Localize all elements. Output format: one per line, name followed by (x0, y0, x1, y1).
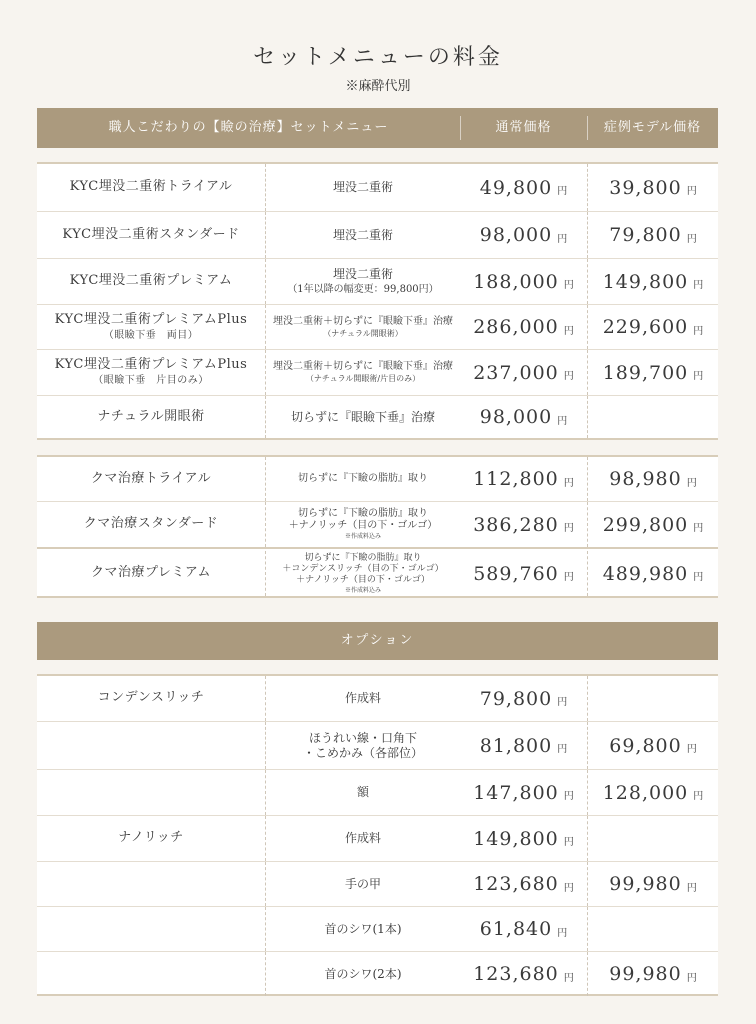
menu-description: 埋没二重術 (265, 164, 460, 211)
header-regular-price: 通常価格 (495, 120, 552, 135)
eyelid-menu-table (37, 162, 718, 440)
table-row (37, 502, 718, 549)
menu-name: ナチュラル開眼術 (97, 408, 205, 424)
table-row (37, 862, 718, 907)
model-price: 79,800 円 (587, 212, 718, 258)
regular-price: 286,000 円 (473, 316, 574, 338)
option-name: コンデンスリッチ (97, 690, 205, 706)
menu-description: 埋没二重術＋切らずに『眼瞼下垂』治療 （ナチュラル開眼術） (265, 305, 460, 349)
table-header (37, 108, 718, 148)
regular-price: 589,760 円 (473, 562, 574, 585)
regular-price: 147,800 円 (473, 781, 574, 804)
menu-description: 切らずに『下瞼の脂肪』取り ＋ナノリッチ（目の下・ゴルゴ） ※作成料込み (265, 502, 460, 547)
regular-price: 386,280 円 (473, 513, 574, 536)
regular-price: 237,000 円 (473, 361, 574, 384)
table-row (37, 722, 718, 770)
table-row (37, 816, 718, 862)
option-name (37, 907, 265, 951)
menu-description: 埋没二重術 (265, 212, 460, 258)
menu-name: KYC埋没二重術スタンダード (62, 226, 240, 242)
model-price: 299,800 円 (587, 502, 718, 547)
regular-price: 98,000 円 (479, 406, 568, 428)
model-price: 69,800 円 (587, 722, 718, 769)
model-price: 99,980 円 (587, 862, 718, 906)
model-price: 128,000 円 (587, 770, 718, 815)
option-description: ほうれい線・口角下 ・こめかみ（各部位） (265, 722, 460, 769)
options-header: オプション (37, 622, 718, 660)
model-price: 229,600 円 (587, 305, 718, 349)
option-description: 首のシワ(1本) (265, 907, 460, 951)
option-description: 首のシワ(2本) (265, 952, 460, 996)
model-price: 189,700 円 (587, 350, 718, 395)
table-row (37, 396, 718, 438)
options-table (37, 674, 718, 996)
option-name (37, 862, 265, 906)
menu-name: クマ治療トライアル (90, 470, 212, 486)
option-name (37, 952, 265, 996)
regular-price: 81,800 円 (479, 734, 568, 757)
table-row (37, 907, 718, 952)
menu-description: 埋没二重術 （1年以降の幅変更：99,800円） (265, 259, 460, 304)
model-price: 99,980 円 (587, 952, 718, 996)
menu-name: クマ治療スタンダード (83, 516, 219, 532)
option-description: 作成料 (265, 816, 460, 861)
regular-price: 123,680 円 (473, 873, 574, 895)
model-price: 98,980 円 (587, 457, 718, 501)
menu-description: 切らずに『眼瞼下垂』治療 (265, 396, 460, 438)
regular-price: 123,680 円 (473, 963, 574, 985)
menu-name: クマ治療プレミアム (90, 565, 212, 581)
option-description: 作成料 (265, 676, 460, 721)
option-description: 手の甲 (265, 862, 460, 906)
option-name (37, 722, 265, 769)
regular-price: 79,800 円 (479, 687, 568, 710)
table-row (37, 551, 718, 596)
menu-description: 埋没二重術＋切らずに『眼瞼下垂』治療 （ナチュラル開眼術/片目のみ） (265, 350, 460, 395)
menu-name: KYC埋没二重術プレミアム (69, 273, 233, 289)
model-price (587, 907, 718, 951)
model-price (587, 676, 718, 721)
regular-price: 149,800 円 (473, 827, 574, 850)
model-price (587, 816, 718, 861)
kuma-menu-table (37, 455, 718, 598)
regular-price: 112,800 円 (473, 468, 574, 490)
table-row (37, 212, 718, 259)
menu-name: KYC埋没二重術プレミアムPlus （眼瞼下垂 両目） (54, 311, 248, 341)
option-name (37, 770, 265, 815)
regular-price: 98,000 円 (479, 224, 568, 246)
header-model-price: 症例モデル価格 (603, 120, 702, 135)
menu-name: KYC埋没二重術プレミアムPlus （眼瞼下垂 片目のみ） (54, 357, 248, 387)
menu-name: KYC埋没二重術トライアル (69, 179, 233, 195)
menu-description: 切らずに『下瞼の脂肪』取り (265, 457, 460, 501)
table-row (37, 164, 718, 212)
model-price: 149,800 円 (587, 259, 718, 304)
regular-price: 188,000 円 (473, 270, 574, 293)
page-title: セットメニューの料金 (253, 45, 503, 70)
table-row (37, 952, 718, 996)
table-row (37, 676, 718, 722)
table-row (37, 259, 718, 305)
regular-price: 49,800 円 (479, 176, 568, 199)
header-menu-label: 職人こだわりの【瞼の治療】セットメニュー (108, 120, 389, 135)
option-name: ナノリッチ (118, 830, 184, 846)
table-row (37, 770, 718, 816)
menu-description: 切らずに『下瞼の脂肪』取り ＋コンデンスリッチ（目の下・ゴルゴ） ＋ナノリッチ（目の下・ゴルゴ） ※作成料込み (265, 551, 460, 596)
model-price: 39,800 円 (587, 164, 718, 211)
model-price: 489,980 円 (587, 551, 718, 596)
regular-price: 61,840 円 (479, 918, 568, 940)
table-row (37, 457, 718, 502)
anesthesia-note: ※麻酔代別 (345, 79, 411, 94)
option-description: 額 (265, 770, 460, 815)
table-row (37, 305, 718, 350)
table-row (37, 350, 718, 396)
model-price (587, 396, 718, 438)
